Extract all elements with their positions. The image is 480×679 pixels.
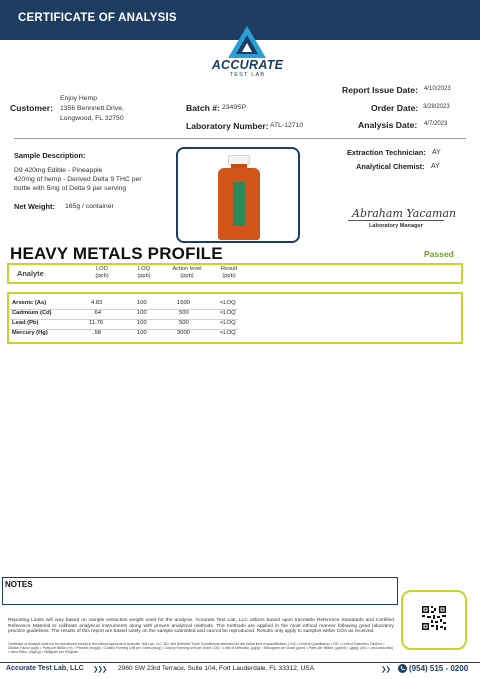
row-2-action: 500 — [179, 320, 189, 326]
row-2-analyte: Lead (Pb) — [12, 320, 39, 326]
report-issue-label: Report Issue Date: — [342, 85, 418, 95]
sample-line-2: 420mg of hemp - Derived Delta 9 THC per — [14, 176, 142, 183]
net-weight-label: Net Weight: — [14, 202, 55, 211]
status-badge: Passed — [424, 249, 454, 259]
technician-value: AY — [432, 149, 441, 156]
lab-number-value: ATL-12710 — [270, 122, 304, 129]
footer-company: Accurate Test Lab, LLC — [6, 665, 84, 672]
fine-print: Certificate of Analysis shall not be reproduced except in full without approval of Accurate Test Lab, LLC. ND, Not Detected Trace Constituents detected but are below limit of quantification, LOQ = Limit of Quantitation, LOD = Limit of Detection, Dilution = Dilution Factor (ppb) = Parts per Billion (%) = Percent (mcg/g) = Colony Forming Unit per Gram (cfu/g) = Colony Forming Unit per Gram LOQ = Limit of Detection, (µg/g) = Microgram per Gram (ppm) = Parts per Million, (µg/ml) = (µg/g), (mL) = and area ratio) = Area Ratio, (mg/Kg) = Milligram per Kilogram — [8, 642, 394, 655]
customer-address-2: Longwood, FL 32750 — [60, 115, 124, 122]
phone-icon — [398, 664, 407, 673]
results-table — [7, 292, 463, 344]
sample-product-image — [176, 147, 300, 243]
row-3-analyte: Mercury (Hg) — [12, 330, 48, 336]
customer-address-1: 1356 Bennnett Drive, — [60, 105, 124, 112]
footer-address: 2960 SW 23rd Terrace, Suite 104, Fort Lauderdale, FL 33312, USA — [118, 665, 315, 672]
triangle-logo-icon — [228, 26, 266, 58]
row-3-action: 3000 — [177, 330, 190, 336]
row-1-analyte: Cadmium (Cd) — [12, 310, 52, 316]
table-header-bar — [7, 263, 463, 284]
logo-subtitle: TEST LAB — [229, 72, 266, 78]
row-3-result: <LOQ — [220, 330, 236, 336]
batch-value: 2349SP — [222, 104, 247, 111]
report-issue-value: 4/10/2023 — [424, 86, 451, 92]
lab-number-label: Laboratory Number: — [186, 121, 269, 131]
bottle-label — [233, 182, 245, 226]
logo-name: ACCURATE — [211, 58, 284, 72]
header-loq: LOQ (ppb) — [137, 266, 151, 279]
row-1-loq: 100 — [137, 310, 147, 316]
notes-box — [2, 577, 398, 605]
page-title: CERTIFICATE OF ANALYSIS — [18, 12, 177, 24]
header-result: Result (ppb) — [220, 266, 238, 279]
header-lod: LOD (ppb) — [95, 266, 109, 279]
section-title: HEAVY METALS PROFILE — [10, 244, 223, 263]
row-0-result: <LOQ — [220, 300, 236, 306]
footer-divider — [0, 662, 480, 663]
qr-code-icon — [421, 605, 447, 631]
row-2-loq: 100 — [137, 320, 147, 326]
row-0-loq: 100 — [137, 300, 147, 306]
row-1-result: <LOQ — [220, 310, 236, 316]
disclaimer-text: Reporting Limits will vary based on sample extraction weight used for the analysis. Accurate Test Lab, LLC utilizes based upon traceable Reference Standards and Certified Reference Material to calibrate analytical instruments along with proven analytical methods. The methods are applied in the most ethical manner following good laboratory practice guidelines. The results of this report are based solely on the sample submitted and cannot be reproduced. Results only apply to samples within COA as received. — [8, 618, 394, 635]
row-3-loq: 100 — [137, 330, 147, 336]
header-action-level: Action level (ppb) — [172, 266, 202, 279]
row-1-lod: .64 — [93, 310, 102, 316]
row-1-action: 500 — [179, 310, 189, 316]
order-date-value: 3/28/2023 — [423, 104, 450, 110]
company-logo — [200, 22, 295, 84]
header-analyte: Analyte — [17, 269, 44, 278]
batch-label: Batch #: — [186, 103, 220, 113]
customer-name: Enjoy Hemp — [60, 95, 98, 102]
analysis-date-label: Analysis Date: — [358, 120, 418, 130]
technician-label: Extraction Technician: — [347, 148, 426, 157]
divider-top — [14, 138, 466, 139]
row-2-result: <LOQ — [220, 320, 236, 326]
row-divider — [10, 319, 238, 320]
analysis-date-value: 4/7/2023 — [424, 121, 448, 127]
row-3-lod: .58 — [93, 330, 102, 336]
chemist-label: Analytical Chemist: — [356, 162, 425, 171]
notes-title: NOTES — [5, 580, 33, 589]
qr-code-frame[interactable] — [401, 590, 467, 650]
manager-signature: Abraham Yacaman — [352, 207, 457, 220]
customer-label: Customer: — [10, 103, 53, 113]
sample-description-label: Sample Description: — [14, 151, 86, 160]
net-weight-value: 165g / container — [65, 203, 114, 210]
chemist-value: AY — [431, 163, 440, 170]
row-0-lod: 4.83 — [91, 300, 103, 306]
row-2-lod: 11.76 — [89, 320, 104, 326]
manager-role: Laboratory Manager — [369, 223, 423, 229]
signature-line — [348, 220, 444, 221]
row-0-action: 1500 — [177, 300, 190, 306]
sample-line-3: bottle with 5mg of Delta 9 per serving — [14, 185, 127, 192]
order-date-label: Order Date: — [371, 103, 419, 113]
chevron-right-icon: ❯❯ — [381, 666, 390, 673]
row-0-analyte: Arsenic (As) — [12, 300, 47, 306]
footer-phone[interactable]: (954) 515 - 0200 — [409, 664, 469, 673]
chevron-right-icon: ❯❯❯ — [93, 666, 107, 673]
sample-line-1: D9 420mg Edible - Pineapple — [14, 167, 103, 174]
